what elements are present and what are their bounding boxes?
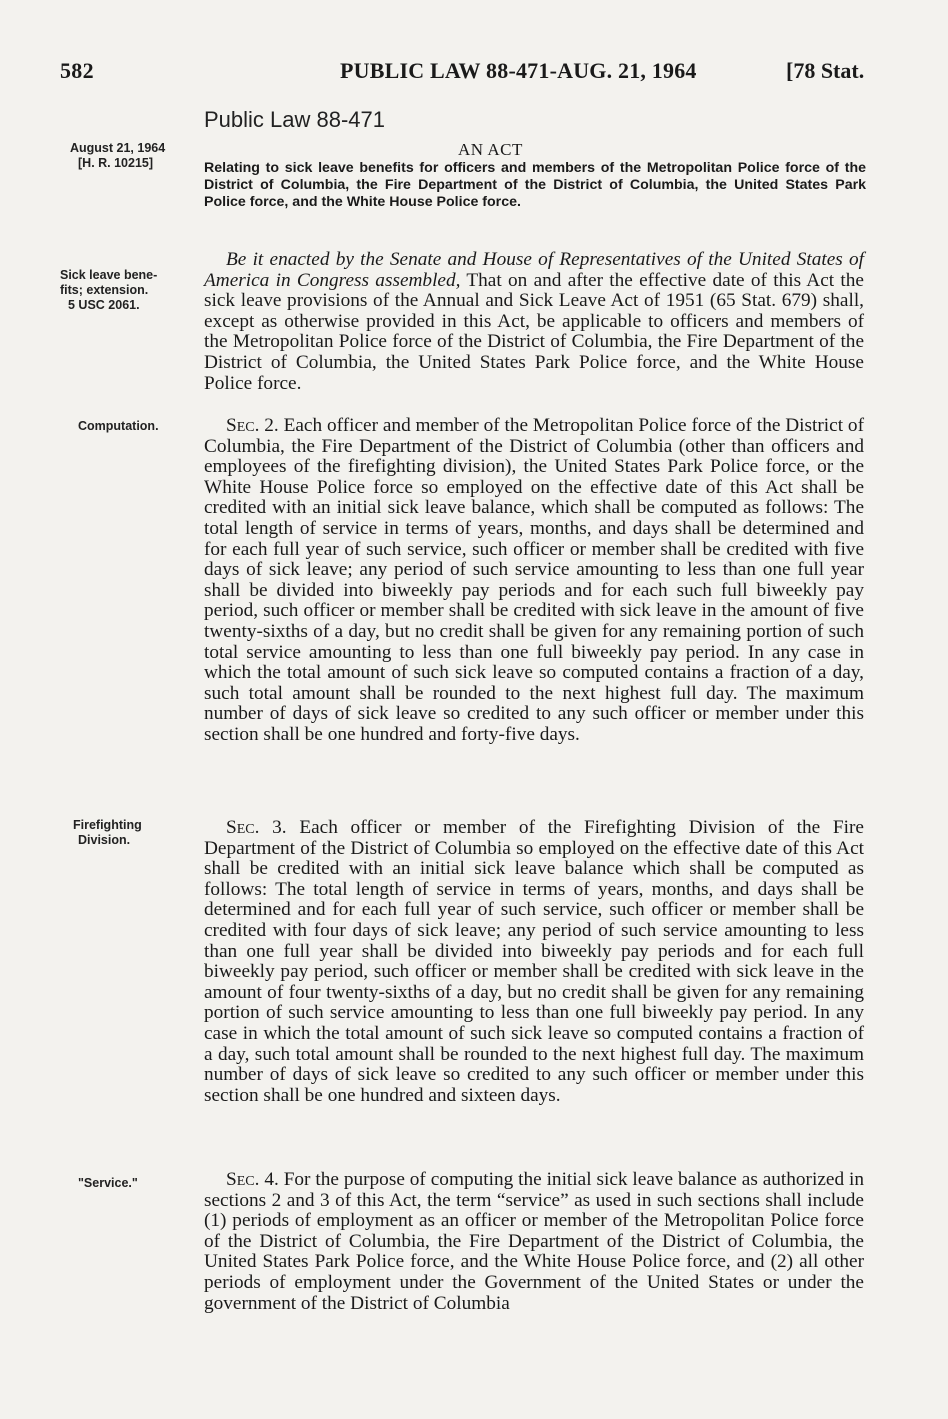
margin-note-service: "Service." [78, 1176, 138, 1190]
running-title: PUBLIC LAW 88-471-AUG. 21, 1964 [340, 58, 697, 83]
margin-sick-line-3: 5 USC 2061. [68, 298, 140, 312]
statute-reference: [78 Stat. [786, 58, 865, 83]
enacting-formula: Be it enacted by the Senate and House of Representatives of the United States of America in Congress assembled, [204, 249, 864, 291]
section-3-text: Each officer or member of the Firefighting Division of the Fire Department of the District of Columbia so employed on the effective date of this Act shall be credited with an initial sick leave balance which shall be computed as follows: The total length of service in terms of years, months, and days shall be determined and for each full year of such service, such officer or member shall be credited with four days of sick leave; any period of such service amounting to less than one full year shall be divided into biweekly pay periods and for each full biweekly pay period, such officer or member shall be credited with sick leave in the amount of four twenty-sixths of a day, but no credit shall be given for any remaining portion of such service amounting to less than one full biweekly pay period. In any case in which the total amount of such sick leave so computed contains a fraction of a day, such total amount shall be rounded to the next highest full day. The maximum number of days of sick leave so credited to any such officer or member under this section shall be one hundred and sixteen days. [204, 817, 864, 1106]
margin-sick-line-2: fits; extension. [60, 283, 149, 297]
page-number: 582 [60, 58, 94, 83]
margin-date-line: August 21, 1964 [70, 141, 166, 155]
section-2 [204, 416, 864, 746]
margin-sick-line-1: Sick leave bene- [60, 268, 158, 282]
margin-note-sick-leave [60, 268, 190, 313]
margin-note-date [70, 141, 200, 171]
margin-note-firefighting [73, 818, 203, 848]
section-3 [204, 818, 864, 1106]
act-label: AN ACT [458, 140, 523, 159]
section-2-label: Sec. 2. [226, 415, 279, 436]
section-3-label: Sec. 3. [226, 817, 287, 838]
section-4 [204, 1170, 864, 1314]
margin-bill-line: [H. R. 10215] [78, 156, 154, 170]
section-2-text: Each officer and member of the Metropolitan Police force of the District of Columbia, the Fire Department of the District of Columbia (other than officers and employees of the firefighting division), the United States Park Police force, or the White House Police force so employed on the effective date of this Act shall be credited with an initial sick leave balance, which shall be computed as follows: The total length of service in terms of years, months, and days shall be determined and for each full year of such service, such officer or member shall be credited with five days of sick leave; any period of such service amounting to less than one full year shall be divided into biweekly pay periods and for each such full biweekly pay period, such officer or member shall be credited with sick leave in the amount of five twenty-sixths of a day, but no credit shall be given for any remaining portion of such total service amounting to less than one full biweekly pay period. In any case in which the total amount of such sick leave so computed contains a fraction of a day, such total amount shall be rounded to the next highest full day. The maximum number of days of sick leave so credited to any such officer or member under this section shall be one hundred and forty-five days. [204, 415, 864, 745]
section-1-text: That on and after the effective date of this Act the sick leave provisions of the Annual and Sick Leave Act of 1951 (65 Stat. 679) shall, except as otherwise provided in this Act, be applicable to officers and members of the Metropolitan Police force of the District of Columbia, the Fire Department of the District of Columbia, the United States Park Police force, and the White House Police force. [204, 269, 864, 394]
section-4-label: Sec. 4. [226, 1169, 279, 1190]
margin-note-computation: Computation. [78, 419, 159, 433]
public-law-number: Public Law 88-471 [204, 107, 386, 132]
enacting-clause [204, 250, 864, 394]
margin-fire-line-1: Firefighting [73, 818, 142, 832]
act-summary: Relating to sick leave benefits for officers and members of the Metropolitan Police force of the District of Columbia, the Fire Department of the District of Columbia, the United States Park Police force, and the White House Police force. [204, 160, 866, 210]
margin-fire-line-2: Division. [78, 833, 131, 847]
section-4-text: For the purpose of computing the initial sick leave balance as authorized in sections 2 and 3 of this Act, the term “service” as used in such sections shall include (1) periods of employment as an officer or member of the Metropolitan Police force of the District of Columbia, the Fire Department of the District of Columbia, the United States Park Police force, and the White House Police force, and (2) all other periods of employment under the Government of the United States or under the government of the District of Columbia [204, 1169, 864, 1314]
